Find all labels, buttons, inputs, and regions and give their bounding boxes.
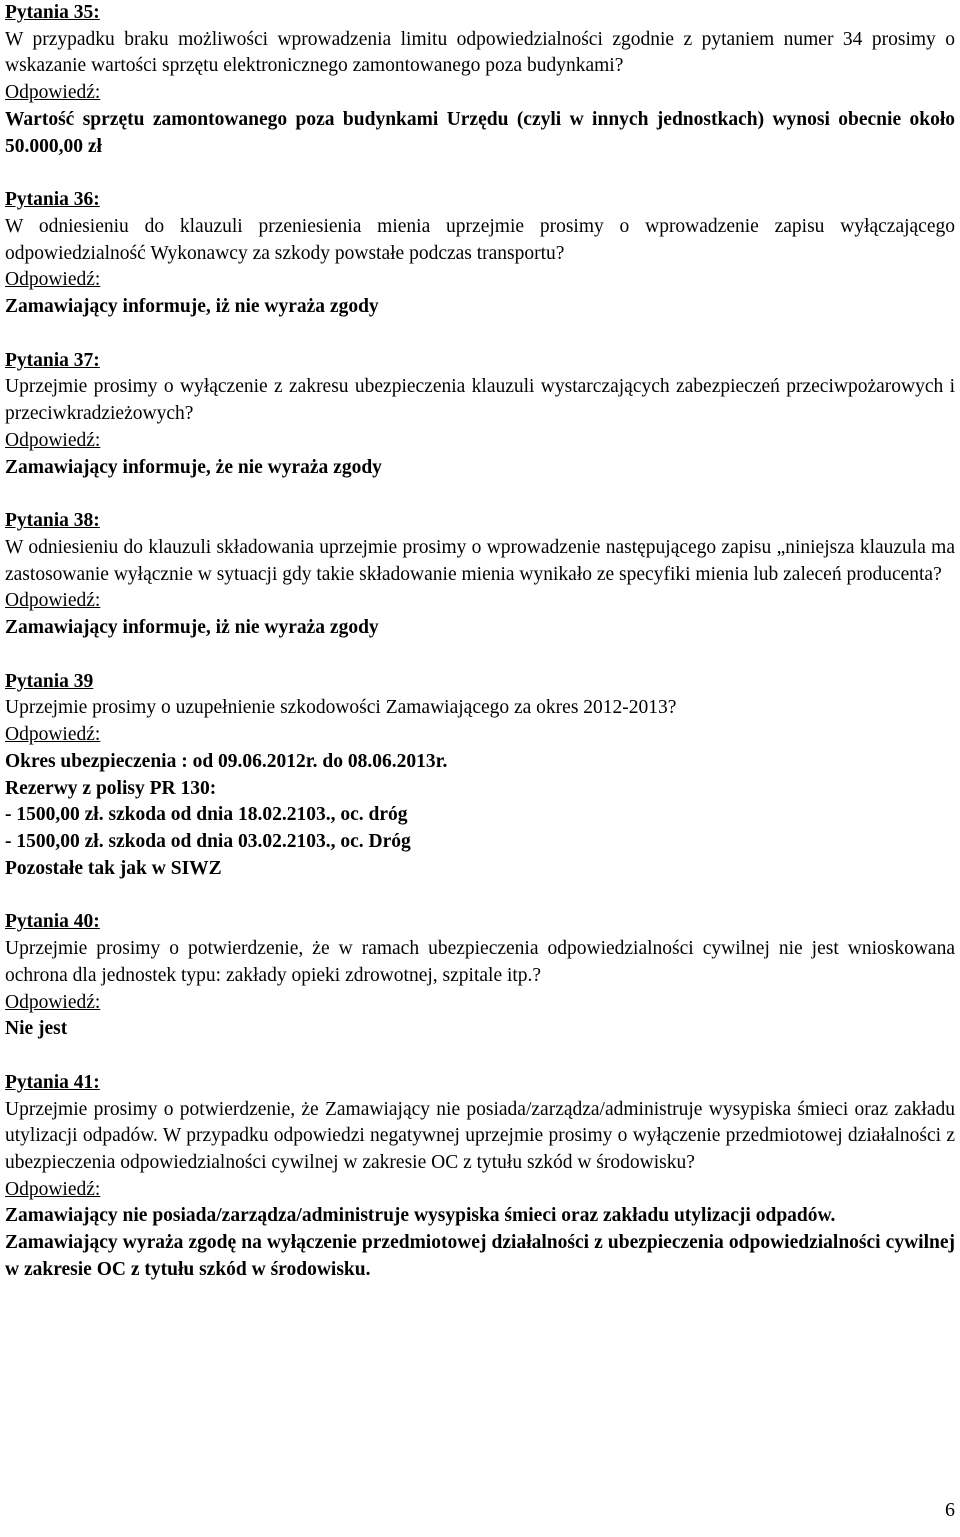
question-text: W przypadku braku możliwości wprowadzenia limitu odpowiedzialności zgodnie z pytaniem numer 34 prosimy o wskazanie wartości sprzętu elektronicznego zamontowanego poza budynkami? (5, 28, 955, 77)
spacer (5, 160, 955, 187)
question-text: W odniesieniu do klauzuli składowania uprzejmie prosimy o wprowadzenie następującego zapisu „niniejsza klauzula ma zastosowanie wyłącznie w sytuacji gdy takie składowanie mienia wynikało ze specyfiki mienia lub zaleceń producenta? (5, 536, 955, 585)
question-block-40 (5, 909, 955, 1043)
spacer (5, 321, 955, 348)
question-block-35 (5, 0, 955, 160)
answer-label: Odpowiedź: (5, 724, 101, 746)
question-text: W odniesieniu do klauzuli przeniesienia mienia uprzejmie prosimy o wprowadzenie zapisu wyłączającego odpowiedzialność Wykonawcy za szkody powstałe podczas transportu? (5, 215, 955, 264)
answer-line-reserves: Rezerwy z polisy PR 130: (5, 777, 217, 799)
answer-text: Wartość sprzętu zamontowanego poza budynkami Urzędu (czyli w innych jednostkach) wynosi obecnie około 50.000,00 zł (5, 108, 955, 157)
question-text: Uprzejmie prosimy o wyłączenie z zakresu ubezpieczenia klauzuli wystarczających zabezpieczeń przeciwpożarowych i przeciwkradzieżowych? (5, 376, 955, 425)
document-page (5, 0, 955, 1284)
question-text: Uprzejmie prosimy o potwierdzenie, że w ramach ubezpieczenia odpowiedzialności cywilnej nie jest wnioskowana ochrona dla jednostek typu: zakłady opieki zdrowotnej, szpitale itp.? (5, 938, 955, 986)
answer-label: Odpowiedź: (5, 429, 101, 451)
question-text: Uprzejmie prosimy o potwierdzenie, że Zamawiający nie posiada/zarządza/administruje wysypiska śmieci oraz zakładu utylizacji odpadów. W przypadku odpowiedzi negatywnej uprzejmie prosimy o wyłączenie przedmiotowej działalności z ubezpieczenia odpowiedzialności cywilnej w zakresie OC z tytułu szkód w środowisku? (5, 1098, 955, 1174)
answer-line-period: Okres ubezpieczenia : od 09.06.2012r. do 08.06.2013r. (5, 750, 448, 772)
answer-text: Zamawiający informuje, iż nie wyraża zgody (5, 617, 379, 639)
question-block-41 (5, 1070, 955, 1284)
spacer (5, 481, 955, 508)
answer-text: Zamawiający informuje, iż nie wyraża zgody (5, 296, 379, 318)
answer-text: Zamawiający wyraża zgodę na wyłączenie przedmiotowej działalności z ubezpieczenia odpowiedzialności cywilnej w zakresie OC z tytułu szkód w środowisku. (5, 1232, 955, 1280)
answer-line-remaining: Pozostałe tak jak w SIWZ (5, 857, 222, 879)
answer-text: Zamawiający informuje, że nie wyraża zgody (5, 456, 382, 478)
question-heading: Pytania 38: (5, 510, 100, 532)
answer-line-claim-2: - 1500,00 zł. szkoda od dnia 03.02.2103., oc. Dróg (5, 830, 411, 852)
answer-text: Nie jest (5, 1018, 68, 1040)
spacer (5, 1043, 955, 1070)
spacer (5, 642, 955, 669)
question-block-38 (5, 508, 955, 642)
answer-label: Odpowiedź: (5, 1178, 101, 1200)
page-number: 6 (945, 1499, 955, 1521)
spacer (5, 882, 955, 909)
question-heading: Pytania 40: (5, 911, 100, 933)
answer-label: Odpowiedź: (5, 82, 101, 104)
question-block-36 (5, 187, 955, 321)
answer-label: Odpowiedź: (5, 590, 101, 612)
question-block-39 (5, 669, 955, 883)
question-block-37 (5, 348, 955, 482)
question-heading: Pytania 35: (5, 2, 100, 23)
question-heading: Pytania 41: (5, 1071, 100, 1093)
question-heading: Pytania 37: (5, 349, 100, 371)
answer-text: Zamawiający nie posiada/zarządza/administruje wysypiska śmieci oraz zakładu utylizacji odpadów. (5, 1205, 836, 1227)
answer-label: Odpowiedź: (5, 269, 101, 291)
answer-line-claim-1: - 1500,00 zł. szkoda od dnia 18.02.2103., oc. dróg (5, 804, 408, 826)
question-heading: Pytania 36: (5, 189, 100, 211)
question-heading: Pytania 39 (5, 670, 94, 692)
question-text: Uprzejmie prosimy o uzupełnienie szkodowości Zamawiającego za okres 2012-2013? (5, 697, 677, 719)
answer-label: Odpowiedź: (5, 991, 101, 1013)
